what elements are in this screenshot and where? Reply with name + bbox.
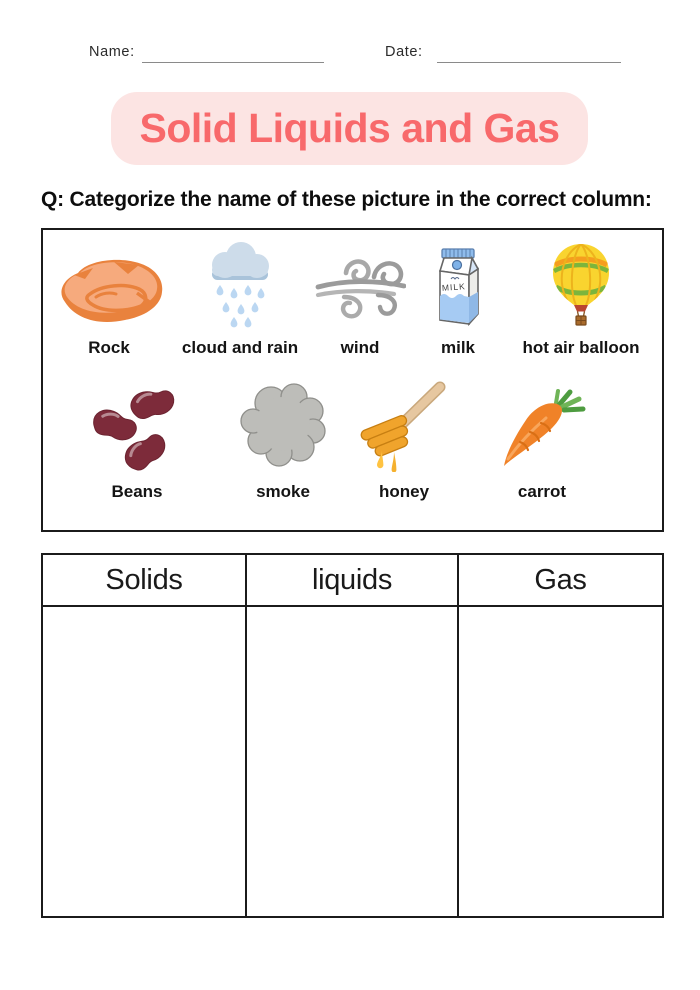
column-header-label: Solids: [105, 563, 183, 596]
honey-dipper-icon: [324, 378, 484, 472]
hot-air-balloon-icon: [501, 238, 661, 328]
picture-label: Beans: [111, 482, 163, 501]
title-banner: [111, 92, 588, 165]
column-header-solids: [43, 555, 247, 607]
picture-label: wind: [340, 338, 380, 357]
answer-table: [41, 553, 664, 918]
picture-label: cloud and rain: [181, 338, 299, 357]
question-text: Q: Categorize the name of these picture in the correct column:: [41, 188, 652, 211]
picture-item-honey: [324, 378, 484, 502]
picture-item-hot-air-balloon: [501, 238, 661, 358]
picture-label: Rock: [88, 338, 130, 357]
date-label: Date:: [385, 44, 423, 60]
page-title: Solid Liquids and Gas: [139, 105, 560, 151]
picture-box: [41, 228, 664, 532]
svg-text:MILK: MILK: [441, 281, 467, 293]
liquids-answer-cell[interactable]: [247, 607, 459, 916]
picture-item-beans: [57, 378, 217, 502]
name-label: Name:: [89, 44, 135, 60]
picture-item-carrot: [462, 378, 622, 502]
name-input-line[interactable]: [142, 60, 324, 63]
column-header-liquids: [247, 555, 459, 607]
picture-label: hot air balloon: [522, 338, 640, 357]
column-header-label: Gas: [534, 563, 587, 596]
solids-answer-cell[interactable]: [43, 607, 247, 916]
carrot-icon: [462, 378, 622, 472]
picture-label: carrot: [517, 482, 567, 501]
beans-icon: [57, 378, 217, 472]
gas-answer-cell[interactable]: [459, 607, 662, 916]
column-header-label: liquids: [311, 563, 393, 596]
date-input-line[interactable]: [437, 60, 621, 63]
picture-label: honey: [378, 482, 430, 501]
column-header-gas: [459, 555, 662, 607]
picture-label: smoke: [256, 482, 310, 501]
picture-label: milk: [440, 338, 476, 357]
